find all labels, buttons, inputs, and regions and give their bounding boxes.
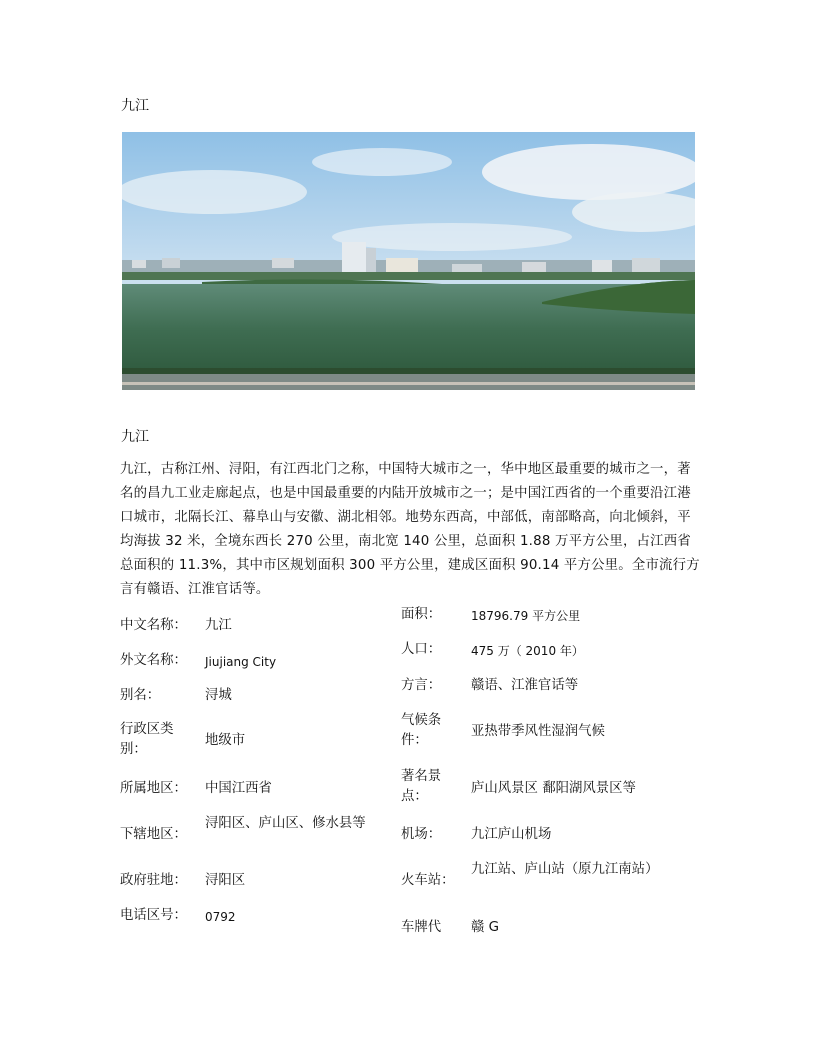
value-plate-code: 赣 G bbox=[471, 920, 500, 935]
label-alias: 别名： bbox=[120, 688, 161, 703]
label-english-name: 外文名称： bbox=[120, 653, 187, 668]
value-dialect: 赣语、江淮官话等 bbox=[471, 678, 579, 693]
value-subdivisions: 浔阳区、庐山区、修水县等 bbox=[205, 816, 366, 831]
doc-title: 九江 bbox=[121, 98, 149, 114]
value-population: 475 万（ 2010 年） bbox=[471, 644, 584, 658]
value-region: 中国江西省 bbox=[205, 781, 272, 796]
label-climate: 气候条件： bbox=[401, 713, 442, 748]
label-airport: 机场： bbox=[401, 827, 442, 842]
value-government-seat: 浔阳区 bbox=[205, 873, 246, 888]
image-caption: 九江 bbox=[121, 429, 149, 445]
label-subdivisions: 下辖地区： bbox=[120, 827, 187, 842]
value-chinese-name: 九江 bbox=[205, 618, 232, 633]
label-dialect: 方言： bbox=[401, 678, 442, 693]
label-area-code: 电话区号： bbox=[120, 908, 187, 923]
label-area: 面积： bbox=[401, 607, 442, 622]
value-climate: 亚热带季风性湿润气候 bbox=[471, 724, 605, 739]
value-english-name: Jiujiang City bbox=[205, 655, 277, 669]
value-alias: 浔城 bbox=[205, 688, 232, 703]
label-population: 人口： bbox=[401, 642, 442, 657]
value-attractions: 庐山风景区 鄱阳湖风景区等 bbox=[471, 781, 636, 796]
label-attractions: 著名景点： bbox=[401, 769, 442, 804]
value-admin-type: 地级市 bbox=[205, 733, 246, 748]
label-plate-code: 车牌代 bbox=[401, 920, 442, 935]
value-airport: 九江庐山机场 bbox=[471, 827, 552, 842]
label-chinese-name: 中文名称： bbox=[120, 618, 187, 633]
value-train-station: 九江站、庐山站（原九江南站） bbox=[471, 862, 659, 877]
label-train-station: 火车站： bbox=[401, 873, 455, 888]
label-government-seat: 政府驻地： bbox=[120, 873, 187, 888]
city-lake-photo bbox=[122, 132, 695, 390]
label-admin-type: 行政区类别： bbox=[120, 722, 174, 757]
value-area: 18796.79 平方公里 bbox=[471, 609, 581, 623]
value-area-code: 0792 bbox=[205, 910, 236, 924]
label-region: 所属地区： bbox=[120, 781, 187, 796]
description-paragraph: 九江，古称江州、浔阳，有江西北门之称，中国特大城市之一，华中地区最重要的城市之一，著名的昌九工业走廊起点，也是中国最重要的内陆开放城市之一；是中国江西省的一个重要沿江港口城市，北隔长江、幕阜山与安徽、湖北相邻。地势东西高，中部低，南部略高，向北倾斜，平均海拔 32 米，全境东西长 270 公里，南北宽 140 公里，总面积 1.88 万平方公里，占江西省总面积的 11.3%，其中市区规划面积 300 平方公里，建成区面积 90.14 平方公里。全市流行方言有赣语、江淮官话等。 bbox=[120, 462, 700, 597]
